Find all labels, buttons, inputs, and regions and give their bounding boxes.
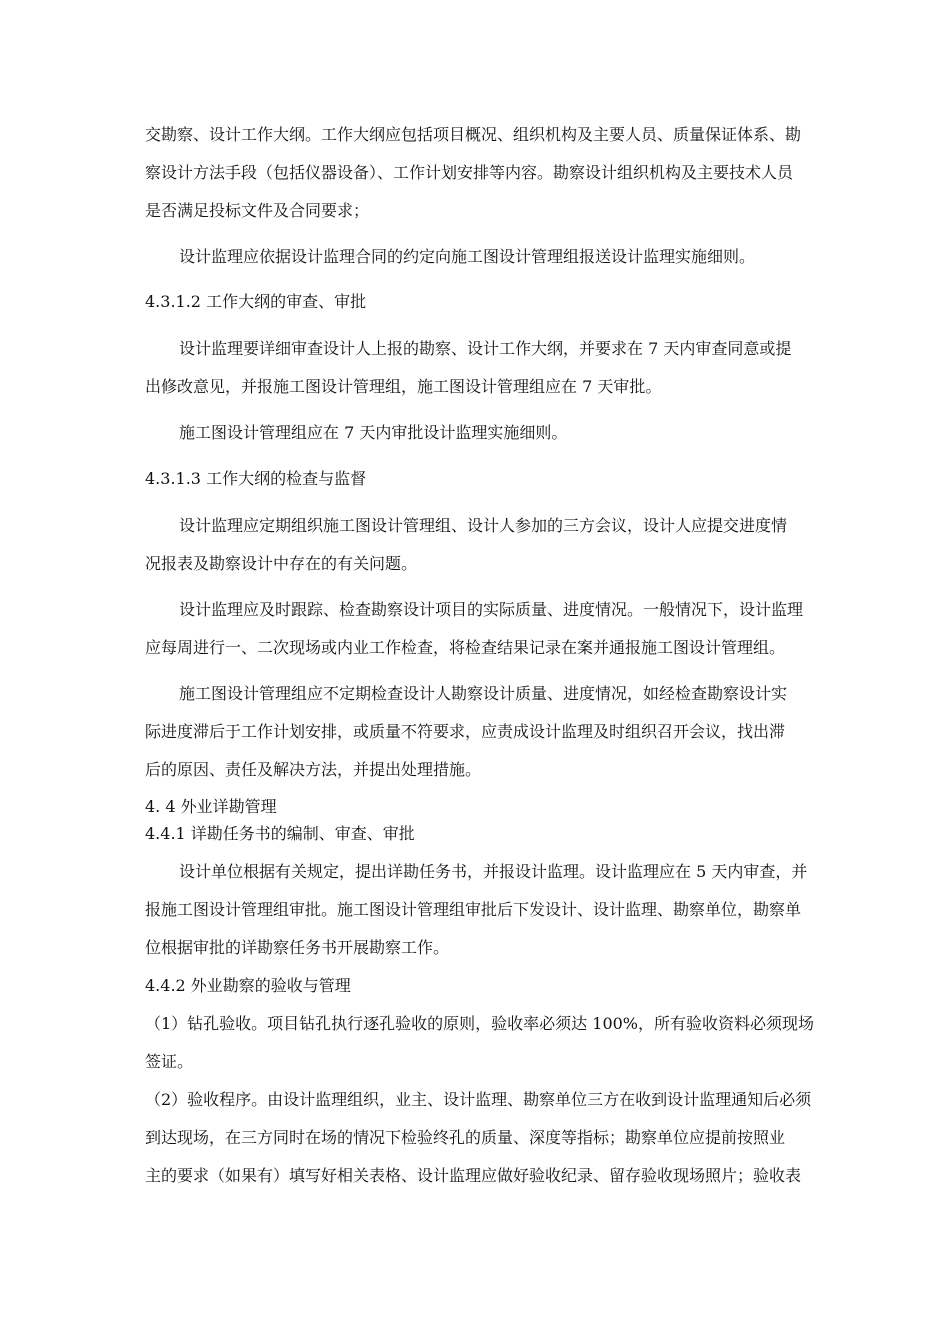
section-heading: 4.3.1.3 工作大纲的检查与监督 — [145, 469, 367, 488]
paragraph-line: （1）钻孔验收。项目钻孔执行逐孔验收的原则，验收率必须达 100%，所有验收资料必须现场 — [145, 1014, 815, 1033]
section-heading: 4.4.2 外业勘察的验收与管理 — [145, 976, 351, 995]
paragraph-line: 设计单位根据有关规定，提出详勘任务书，并报设计监理。设计监理应在 5 天内审查，并 — [179, 862, 808, 881]
paragraph-line: 察设计方法手段（包括仪器设备）、工作计划安排等内容。勘察设计组织机构及主要技术人员 — [145, 163, 794, 182]
paragraph-line: 施工图设计管理组应在 7 天内审批设计监理实施细则。 — [179, 423, 568, 442]
paragraph-line: 设计监理应定期组织施工图设计管理组、设计人参加的三方会议，设计人应提交进度情 — [179, 516, 788, 535]
paragraph-line: （2）验收程序。由设计监理组织，业主、设计监理、勘察单位三方在收到设计监理通知后必须 — [145, 1090, 812, 1109]
paragraph-line: 交勘察、设计工作大纲。工作大纲应包括项目概况、组织机构及主要人员、质量保证体系、勘 — [145, 125, 802, 144]
paragraph-line: 报施工图设计管理组审批。施工图设计管理组审批后下发设计、设计监理、勘察单位，勘察单 — [145, 900, 802, 919]
section-heading: 4.3.1.2 工作大纲的审查、审批 — [145, 292, 367, 311]
paragraph-line: 际进度滞后于工作计划安排，或质量不符要求，应责成设计监理及时组织召开会议，找出滞 — [145, 722, 786, 741]
paragraph-line: 位根据审批的详勘察任务书开展勘察工作。 — [145, 938, 450, 957]
section-heading: 4. 4 外业详勘管理 — [145, 797, 277, 816]
paragraph-line: 设计监理应及时跟踪、检查勘察设计项目的实际质量、进度情况。一般情况下，设计监理 — [179, 600, 804, 619]
paragraph-line: 主的要求（如果有）填写好相关表格、设计监理应做好验收纪录、留存验收现场照片；验收表 — [145, 1166, 802, 1185]
paragraph-line: 设计监理要详细审查设计人上报的勘察、设计工作大纲，并要求在 7 天内审查同意或提 — [179, 339, 792, 358]
paragraph-line: 应每周进行一、二次现场或内业工作检查，将检查结果记录在案并通报施工图设计管理组。 — [145, 638, 786, 657]
paragraph-line: 到达现场，在三方同时在场的情况下检验终孔的质量、深度等指标；勘察单位应提前按照业 — [145, 1128, 786, 1147]
paragraph-line: 设计监理应依据设计监理合同的约定向施工图设计管理组报送设计监理实施细则。 — [179, 247, 756, 266]
paragraph-line: 况报表及勘察设计中存在的有关问题。 — [145, 554, 418, 573]
paragraph-line: 施工图设计管理组应不定期检查设计人勘察设计质量、进度情况，如经检查勘察设计实 — [179, 684, 788, 703]
paragraph-line: 签证。 — [145, 1052, 194, 1071]
paragraph-line: 是否满足投标文件及合同要求； — [145, 201, 370, 220]
section-heading: 4.4.1 详勘任务书的编制、审查、审批 — [145, 824, 415, 843]
paragraph-line: 后的原因、责任及解决方法，并提出处理措施。 — [145, 760, 482, 779]
paragraph-line: 出修改意见，并报施工图设计管理组，施工图设计管理组应在 7 天审批。 — [145, 377, 662, 396]
